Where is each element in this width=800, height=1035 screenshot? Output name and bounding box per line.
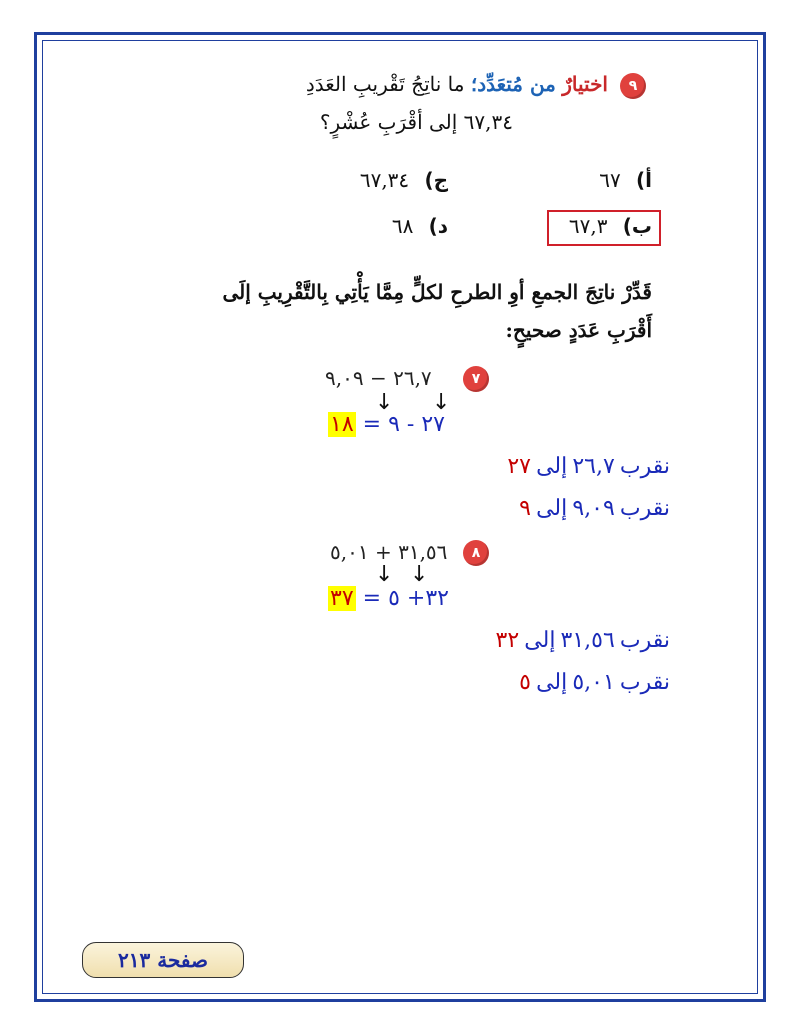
- option-d[interactable]: د) ٦٨: [391, 214, 448, 238]
- heading-red: اختيارٌ: [562, 72, 608, 96]
- question-9-heading: اختيارٌ من مُتعَدِّد؛ ما ناتِجُ تَقْريبِ العَدَدِ: [305, 72, 608, 96]
- arrow-down-icon: ↓: [432, 390, 451, 415]
- question-8-estimate: ٣٧ = ٣٢+ ٥: [330, 586, 449, 611]
- question-8-step-2: نقرب ٥,٠١ إلى ٥: [519, 670, 670, 695]
- arrow-down-icon: ↓: [375, 562, 394, 587]
- question-9-badge: ٩: [620, 73, 646, 99]
- question-8-badge: ٨: [463, 540, 489, 566]
- question-9-prompt-line2: ٦٧,٣٤ إلى أقْرَبِ عُشْرٍ؟: [319, 110, 513, 134]
- question-7-expression: ٢٦,٧ − ٩,٠٩: [325, 366, 432, 390]
- question-8-result: ٣٧: [330, 586, 354, 611]
- heading-blue: من مُتعَدِّد: [477, 72, 556, 96]
- option-b[interactable]: ب) ٦٧,٣: [568, 214, 652, 238]
- question-7-step-2: نقرب ٩,٠٩ إلى ٩: [519, 496, 670, 521]
- question-9-prompt-line1: ما ناتِجُ تَقْريبِ العَدَدِ: [305, 72, 465, 96]
- instruction-line1: قَدِّرْ ناتِجَ الجمعِ أوِ الطرحِ لكلٍّ مِمَّا يَأْتِي بِالتَّقْرِيبِ إلَى: [222, 280, 652, 304]
- option-c[interactable]: ج) ٦٧,٣٤: [359, 168, 448, 192]
- question-8-step-1: نقرب ٣١,٥٦ إلى ٣٢: [495, 628, 670, 653]
- question-7-step-1: نقرب ٢٦,٧ إلى ٢٧: [507, 454, 670, 479]
- arrow-down-icon: ↓: [410, 562, 429, 587]
- question-7-result: ١٨: [330, 412, 354, 437]
- option-a[interactable]: أ) ٦٧: [599, 168, 652, 192]
- question-7-estimate: ١٨ = ٢٧ - ٩: [330, 412, 445, 437]
- instruction-line2: أَقْرَبِ عَدَدٍ صحيحٍ:: [505, 318, 652, 342]
- question-8-expression: ٣١,٥٦ + ٥,٠١: [330, 540, 448, 564]
- page-number-tag: صفحة ٢١٣: [82, 942, 244, 978]
- arrow-down-icon: ↓: [375, 390, 394, 415]
- question-7-badge: ٧: [463, 366, 489, 392]
